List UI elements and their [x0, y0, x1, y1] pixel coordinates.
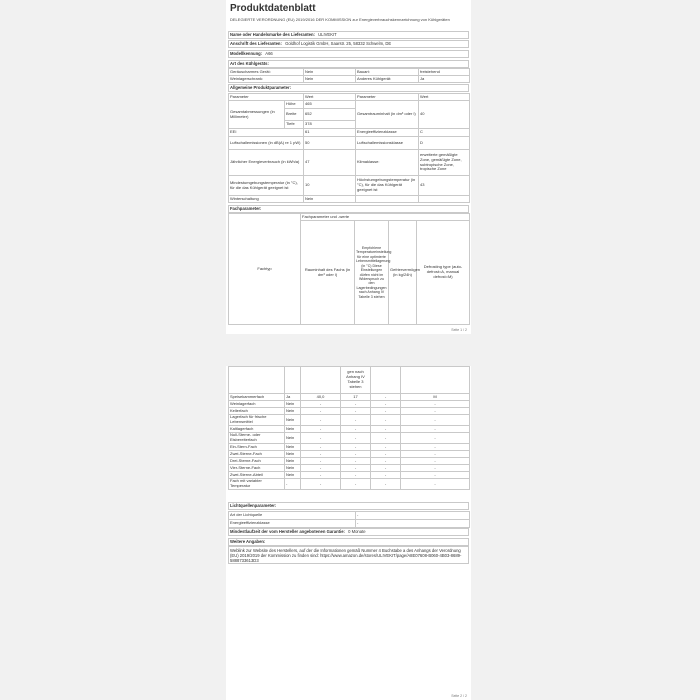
table-row: Kaltlagerfach Nein - - - - [229, 426, 470, 433]
more-heading: Weitere Angaben: [228, 538, 469, 546]
fach-rows-table [228, 366, 470, 394]
table-row: Drei-Sterne-Fach Nein - - - - [229, 458, 470, 465]
warranty-row: Mindestlaufzeit der vom Hersteller angebotenen Garantie: 0 Monate [228, 528, 469, 536]
supplier-name-row: Name oder Handelsmarke des Lieferanten: ULIVEKIT [228, 31, 469, 39]
page-number: Seite 1 / 2 [451, 328, 467, 332]
table-row: Weinlagerfach Nein - - - - [229, 401, 470, 408]
general-heading: Allgemeine Produktparameter: [228, 84, 469, 92]
table-row: Geräuscharmes Gerät: Nein Bauart: freistehend [229, 69, 470, 76]
table-row: Vier-Sterne-Fach Nein - - - - [229, 465, 470, 472]
table-row: Lagerfach für frische Lebensmittel Nein - - - - [229, 415, 470, 426]
table-row: Energieeffizienzklasse - [229, 520, 470, 528]
table-row: Kellerfach Nein - - - - [229, 408, 470, 415]
table-row: Gesamtabmessungen (in Millimeter) Höhe 465 Gesamtrauminhalt (in dm³ oder l) 40 [229, 101, 470, 109]
table-row: Jährlicher Energieverbrauch (in kWh/a) 47 Klimaklasse: erweiterte gemäßigte Zone, gemäßigte Zone, subtropische Zone, tropische Zone [229, 150, 470, 176]
regulation-subtitle: DELEGIERTE VERORDNUNG (EU) 2019/2016 DER KOMMISSION zur Energieverbrauchskennzeichnung von Kühlgeräten [230, 17, 450, 22]
type-table [228, 68, 470, 83]
table-row: gen nach Anhang IV Tabelle 3 stehen [229, 367, 470, 394]
light-table [228, 511, 470, 528]
table-row: Fachtyp Fachparameter und -werte [229, 214, 470, 221]
table-row: Zwei-Sterne-Fach Nein - - - - [229, 451, 470, 458]
model-row: Modellkennung: A66 [228, 50, 469, 58]
weblink-text: Weblink zur Website des Herstellers, auf der die Informationen gemäß Nummer 4 Buchstabe a des Anhangs der Verordnung (EU) 2019/2019 der Kommission zu finden sind: https://www.amazon.de/stores/ULIVEKIT/page/A8E07608-B060-4B03-8689-5888733613D3 [228, 546, 469, 564]
table-row: Luftschallemissionen (in dB(A) re 1 pW) 50 Luftschallemissionsklasse D [229, 137, 470, 150]
table-row: Winterschaltung Nein [229, 196, 470, 203]
supplier-address-row: Anschrift des Lieferanten: Goldhof Logistik GmbH, Saarstr. 25, 58332 Schwelm, DE [228, 40, 469, 48]
fach-values-table [228, 393, 470, 490]
table-row: Mindestumgebungstemperatur (in °C), für die das Kühlgerät geeignet ist 10 Höchstumgebungstemperatur (in °C), für die das Kühlgerät geeignet ist 43 [229, 176, 470, 196]
type-heading: Art des Kühlgeräts: [228, 60, 469, 68]
document-page-2 [226, 366, 471, 700]
table-row: Tiefe 378 [229, 121, 470, 129]
table-row: Fach mit variabler Temperatur - - - - - [229, 479, 470, 490]
table-row: Speisekammerfach Ja 40,0 17 - M [229, 394, 470, 401]
general-params-table [228, 93, 470, 203]
fach-rows [229, 394, 470, 490]
fach-heading: Fachparameter: [228, 205, 469, 213]
document-page-1 [226, 0, 471, 334]
table-row: EEI 61 Energieeffizienzklasse C [229, 129, 470, 137]
light-heading: Lichtquellenparameter: [228, 502, 469, 510]
page-title: Produktdatenblatt [230, 3, 316, 14]
table-row: Parameter Wert Parameter Wert [229, 94, 470, 101]
table-row: Weinlagerschrank: Nein Anderes Kühlgerät: Ja [229, 76, 470, 83]
table-row: Zwei-Sterne-Abteil Nein - - - - [229, 472, 470, 479]
table-row: Ein-Stern-Fach Nein - - - - [229, 444, 470, 451]
table-row: Null-Sterne- oder Eisbereiterfach Nein - - - - [229, 433, 470, 444]
fach-params-table [228, 213, 470, 325]
table-row: Rauminhalt des Fachs (in dm³ oder l) Empfohlene Temperatureinstellung für eine optimierte Lebensmittellagerung (in °C) Diese Einstellungen dürfen nicht im Widerspruch zu den Lagerbedingungen nach Anhang IV Tabelle 3 stehen Gefriervermögen (in kg/24h) Defrosting type (auto-defrost=A, manual defrost=M) [229, 221, 470, 325]
table-row: Breite 652 [229, 109, 470, 121]
table-row: Art der Lichtquelle - [229, 512, 470, 520]
page-number: Seite 2 / 2 [451, 694, 467, 698]
